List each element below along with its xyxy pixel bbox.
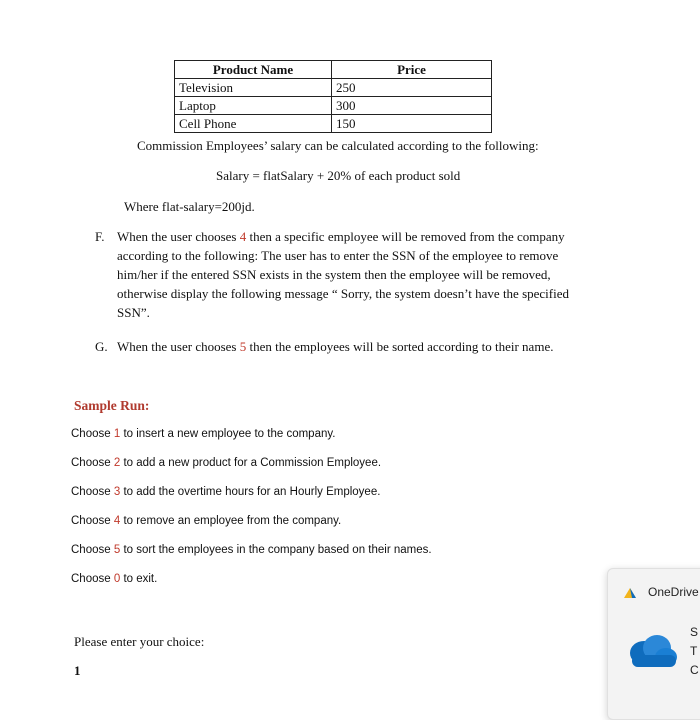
- menu-number: 0: [113, 573, 121, 585]
- menu-number: 4: [113, 515, 121, 527]
- product-name-cell: Cell Phone: [175, 115, 332, 133]
- choice-prompt: Please enter your choice:: [74, 634, 205, 649]
- item-g-pre: When the user chooses: [117, 339, 240, 354]
- menu-pre: Choose: [71, 544, 114, 556]
- menu-pre: Choose: [71, 457, 114, 469]
- item-f-pre: When the user chooses: [117, 229, 240, 244]
- product-price-cell: 250: [332, 79, 492, 97]
- onedrive-cloud-icon: [624, 633, 678, 674]
- product-name-cell: Television: [175, 79, 332, 97]
- item-f-line1: [117, 227, 617, 246]
- item-f-text: [117, 227, 617, 322]
- item-g-text: [117, 337, 553, 356]
- item-f-line3: him/her if the entered SSN exists in the system then the employee will be removed,: [117, 267, 551, 282]
- menu-pre: Choose: [71, 428, 114, 440]
- item-f-line5: SSN”.: [117, 305, 150, 320]
- menu-number: 1: [113, 428, 121, 440]
- onedrive-toast[interactable]: [607, 568, 700, 720]
- onedrive-small-icon: [622, 586, 638, 605]
- menu-option-2: [71, 457, 381, 469]
- menu-number: 5: [113, 544, 121, 556]
- menu-post: to add a new product for a Commission Employee.: [120, 457, 382, 469]
- menu-post: to add the overtime hours for an Hourly Employee.: [120, 486, 381, 498]
- toast-title: OneDrive: [648, 585, 699, 599]
- menu-option-5: [71, 544, 432, 556]
- menu-pre: Choose: [71, 573, 114, 585]
- menu-post: to insert a new employee to the company.: [120, 428, 336, 440]
- header-product-name: Product Name: [175, 61, 332, 79]
- item-f-label: F.: [95, 229, 105, 244]
- item-f-line2: according to the following: The user has to enter the SSN of the employee to remove: [117, 248, 559, 263]
- table-row: [175, 115, 492, 133]
- toast-line-1: S: [690, 625, 699, 639]
- flat-salary-note: Where flat-salary=200jd.: [124, 199, 255, 214]
- item-g-number: 5: [239, 339, 247, 354]
- user-input-value: 1: [74, 663, 81, 678]
- sample-run-heading: Sample Run:: [74, 398, 150, 413]
- toast-line-2: T: [690, 644, 698, 658]
- table-row: [175, 79, 492, 97]
- menu-option-1: [71, 428, 335, 440]
- menu-post: to remove an employee from the company.: [120, 515, 342, 527]
- toast-line-3: C: [690, 663, 699, 677]
- product-name-cell: Laptop: [175, 97, 332, 115]
- salary-intro: Commission Employees’ salary can be calculated according to the following:: [137, 138, 539, 153]
- menu-pre: Choose: [71, 486, 114, 498]
- menu-pre: Choose: [71, 515, 114, 527]
- product-table: [174, 60, 492, 133]
- menu-number: 3: [113, 486, 121, 498]
- item-f-line4: otherwise display the following message “ Sorry, the system doesn’t have the specified: [117, 286, 570, 301]
- menu-option-3: [71, 486, 380, 498]
- product-price-cell: 300: [332, 97, 492, 115]
- menu-post: to exit.: [120, 573, 158, 585]
- item-f-post: then a specific employee will be removed from the company: [246, 229, 565, 244]
- header-price: Price: [332, 61, 492, 79]
- item-g-post: then the employees will be sorted according to their name.: [246, 339, 554, 354]
- menu-number: 2: [113, 457, 121, 469]
- table-header-row: [175, 61, 492, 79]
- item-f-number: 4: [239, 229, 247, 244]
- table-row: [175, 97, 492, 115]
- menu-option-4: [71, 515, 341, 527]
- item-g-label: G.: [95, 339, 108, 354]
- menu-post: to sort the employees in the company based on their names.: [120, 544, 432, 556]
- menu-option-0: [71, 573, 157, 585]
- product-price-cell: 150: [332, 115, 492, 133]
- salary-formula: Salary = flatSalary + 20% of each product sold: [216, 168, 461, 183]
